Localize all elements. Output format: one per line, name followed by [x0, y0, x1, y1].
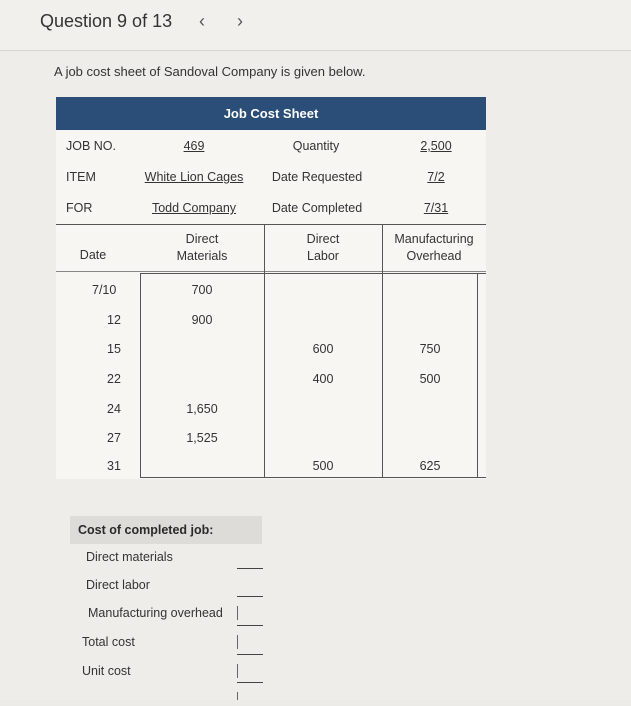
quantity-value: 2,500 [420, 139, 452, 153]
for-value: Todd Company [151, 201, 237, 215]
input-cursor-mark [237, 664, 238, 678]
col-mo-header-1: Manufacturing [394, 232, 474, 246]
input-cursor-mark [237, 606, 238, 620]
row-3-mo: 750 [419, 342, 441, 356]
manufacturing-overhead-input[interactable] [237, 625, 263, 626]
direct-materials-label: Direct materials [86, 550, 173, 564]
table-bottom-rule [140, 477, 486, 478]
direct-materials-input[interactable] [237, 568, 263, 569]
row-4-date: 22 [107, 372, 121, 386]
row-1-dm: 700 [191, 283, 213, 297]
row-6-date: 27 [107, 431, 121, 445]
job-no-value: 469 [183, 139, 205, 153]
table-header-rule-2 [140, 273, 486, 274]
row-1-date: 7/10 [92, 283, 117, 297]
direct-labor-input[interactable] [237, 596, 263, 597]
date-completed-value: 7/31 [423, 201, 449, 215]
col-mo-header-2: Overhead [406, 249, 462, 263]
col-dm-header-1: Direct [185, 232, 219, 246]
row-4-dl: 400 [312, 372, 334, 386]
input-cursor-mark [237, 635, 238, 649]
total-cost-input[interactable] [237, 654, 263, 655]
job-cost-sheet-title: Job Cost Sheet [56, 97, 486, 130]
date-requested-label: Date Requested [271, 170, 363, 184]
unit-cost-input[interactable] [237, 682, 263, 683]
row-2-dm: 900 [191, 313, 213, 327]
chevron-left-icon[interactable]: ‹ [199, 11, 205, 31]
input-cursor-mark [237, 692, 238, 700]
col-divider-1 [140, 273, 141, 478]
for-label: FOR [66, 201, 93, 215]
date-requested-value: 7/2 [427, 170, 445, 184]
col-date-header: Date [79, 248, 107, 262]
quantity-label: Quantity [292, 139, 340, 153]
item-label: ITEM [66, 170, 96, 184]
col-dl-header-2: Labor [307, 249, 339, 263]
row-6-dm: 1,525 [186, 431, 218, 445]
manufacturing-overhead-label: Manufacturing overhead [88, 606, 223, 620]
row-3-date: 15 [107, 342, 121, 356]
table-header-rule [56, 271, 486, 272]
row-7-date: 31 [107, 459, 121, 473]
question-content [0, 51, 631, 700]
chevron-right-icon[interactable]: › [237, 11, 243, 31]
cost-summary [70, 516, 370, 706]
job-cost-sheet [56, 97, 486, 479]
row-7-mo: 625 [419, 459, 441, 473]
table-top-rule [56, 224, 486, 225]
unit-cost-label: Unit cost [82, 664, 131, 678]
col-dl-header-1: Direct [306, 232, 340, 246]
row-5-dm: 1,650 [186, 402, 218, 416]
col-dm-header-2: Materials [176, 249, 228, 263]
direct-labor-label: Direct labor [86, 578, 150, 592]
row-2-date: 12 [107, 313, 121, 327]
row-7-dl: 500 [312, 459, 334, 473]
top-bar [0, 0, 631, 51]
question-text: A job cost sheet of Sandoval Company is given below. [54, 64, 366, 79]
summary-heading: Cost of completed job: [70, 516, 262, 544]
question-counter: Question 9 of 13 [40, 11, 173, 31]
item-value: White Lion Cages [144, 170, 244, 184]
date-completed-label: Date Completed [271, 201, 363, 215]
row-5-date: 24 [107, 402, 121, 416]
job-no-label: JOB NO. [66, 139, 117, 153]
row-4-mo: 500 [419, 372, 441, 386]
total-cost-label: Total cost [82, 635, 135, 649]
row-3-dl: 600 [312, 342, 334, 356]
